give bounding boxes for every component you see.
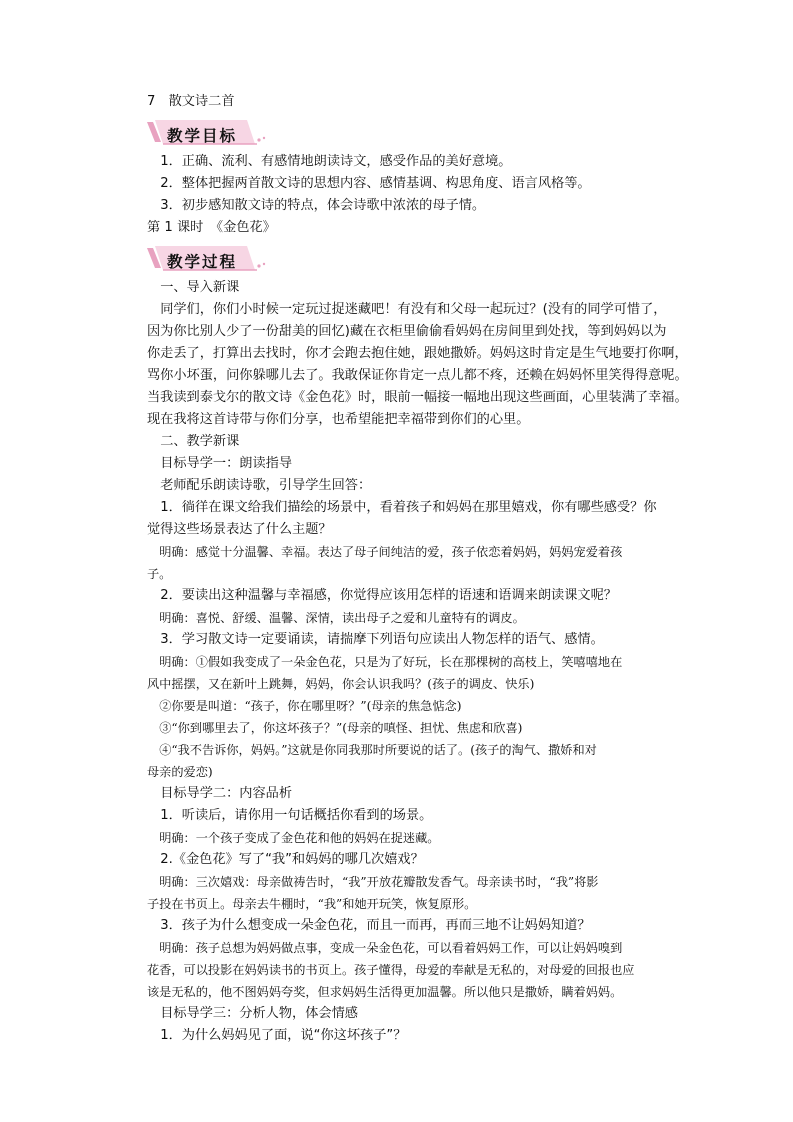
part2-title: 二、教学新课 bbox=[160, 434, 240, 449]
answer-line: 风中摇摆，又在新叶上跳舞，妈妈，你会认识我吗？(孩子的调皮、快乐) bbox=[147, 677, 535, 691]
answer-line: 明确：感觉十分温馨、幸福。表达了母子间纯洁的爱，孩子依恋着妈妈，妈妈宠爱着孩 bbox=[159, 545, 623, 559]
intro-line: 骂你小坏蛋，问你躲哪儿去了。我敢保证你肯定一点儿都不疼，还赖在妈妈怀里笑得得意呢。 bbox=[147, 368, 688, 383]
answer-line: 明确：喜悦、舒缓、温馨、深情，读出母子之爱和儿童特有的调皮。 bbox=[159, 611, 525, 625]
answer-line: 明确：①假如我变成了一朵金色花，只是为了好玩，长在那棵树的高枝上，笑嘻嘻地在 bbox=[159, 655, 623, 669]
period-title: 第 1 课时 《金色花》 bbox=[147, 220, 276, 235]
section-heading-process: 教学过程 bbox=[167, 252, 238, 271]
answer-line: 明确：孩子总想为妈妈做点事，变成一朵金色花，可以看着妈妈工作，可以让妈妈嗅到 bbox=[159, 941, 623, 955]
answer-line: 子。 bbox=[147, 567, 172, 581]
intro-line: 你走丢了，打算出去找时，你才会跑去抱住她，跟她撒娇。妈妈这时肯定是生气地要打你啊， bbox=[147, 346, 688, 361]
intro-line: 当我读到泰戈尔的散文诗《金色花》时，眼前一幅接一幅地出现这些画面，心里装满了幸福。 bbox=[147, 390, 688, 405]
answer-line: 该是无私的，他不图妈妈夸奖，但求妈妈生活得更加温馨。所以他只是撒娇，瞒着妈妈。 bbox=[147, 985, 623, 999]
answer-line: 明确：一个孩子变成了金色花和他的妈妈在捉迷藏。 bbox=[159, 831, 440, 845]
question-line: 1．徜徉在课文给我们描绘的场景中，看着孩子和妈妈在那里嬉戏，你有哪些感受？你 bbox=[160, 500, 657, 515]
goal2-title: 目标导学二：内容品析 bbox=[160, 786, 293, 801]
section-banner-process bbox=[147, 242, 267, 274]
section-banner-goals bbox=[147, 116, 267, 148]
goal1-intro: 老师配乐朗读诗歌，引导学生回答： bbox=[160, 478, 372, 493]
answer-line: 花香，可以投影在妈妈读书的书页上。孩子懂得，母爱的奉献是无私的，对母爱的回报也应 bbox=[147, 963, 635, 977]
intro-line: 因为你比别人少了一份甜美的回忆)藏在衣柜里偷偷看妈妈在房间里到处找，等到妈妈以为 bbox=[147, 324, 667, 339]
answer-line: ③“你到哪里去了，你这坏孩子？”(母亲的嗔怪、担忧、焦虑和欣喜) bbox=[159, 721, 523, 735]
intro-line: 同学们，你们小时候一定玩过捉迷藏吧！有没有和父母一起玩过？(没有的同学可惜了， bbox=[160, 302, 667, 317]
question-line: 2.《金色花》写了“我”和妈妈的哪几次嬉戏？ bbox=[160, 852, 424, 867]
answer-line: ④“我不告诉你，妈妈。”这就是你同我那时所要说的话了。(孩子的淘气、撒娇和对 bbox=[159, 743, 597, 757]
intro-line: 现在我将这首诗带与你们分享，也希望能把幸福带到你们的心里。 bbox=[147, 412, 530, 427]
lesson-title: 7 散文诗二首 bbox=[147, 94, 235, 109]
goal-item: 1．正确、流利、有感情地朗读诗文，感受作品的美好意境。 bbox=[160, 154, 512, 169]
question-line: 3．学习散文诗一定要诵读，请揣摩下列语句应读出人物怎样的语气、感情。 bbox=[160, 632, 604, 647]
goal1-title: 目标导学一：朗读指导 bbox=[160, 456, 293, 471]
answer-line: ②你要是叫道：“孩子，你在哪里呀？”(母亲的焦急惦念) bbox=[159, 699, 462, 713]
question-line: 觉得这些场景表达了什么主题？ bbox=[147, 522, 332, 537]
answer-line: 明确：三次嬉戏：母亲做祷告时，“我”开放花瓣散发香气。母亲读书时，“我”将影 bbox=[159, 875, 599, 889]
goal3-title: 目标导学三：分析人物，体会情感 bbox=[160, 1006, 358, 1021]
question-line: 1．为什么妈妈见了面，说“你这坏孩子”？ bbox=[160, 1028, 407, 1043]
question-line: 1．听读后，请你用一句话概括你看到的场景。 bbox=[160, 808, 433, 823]
answer-line: 子投在书页上。母亲去牛棚时，“我”和她开玩笑，恢复原形。 bbox=[147, 897, 477, 911]
section-heading-goals: 教学目标 bbox=[167, 126, 238, 145]
part1-title: 一、导入新课 bbox=[160, 280, 240, 295]
question-line: 3．孩子为什么想变成一朵金色花，而且一而再，再而三地不让妈妈知道？ bbox=[160, 918, 591, 933]
goal-item: 2．整体把握两首散文诗的思想内容、感情基调、构思角度、语言风格等。 bbox=[160, 176, 591, 191]
lesson-content bbox=[147, 91, 688, 1047]
answer-line: 母亲的爱恋) bbox=[147, 765, 213, 779]
question-line: 2．要读出这种温馨与幸福感，你觉得应该用怎样的语速和语调来朗读课文呢？ bbox=[160, 588, 617, 603]
goal-item: 3．初步感知散文诗的特点，体会诗歌中浓浓的母子情。 bbox=[160, 198, 486, 213]
